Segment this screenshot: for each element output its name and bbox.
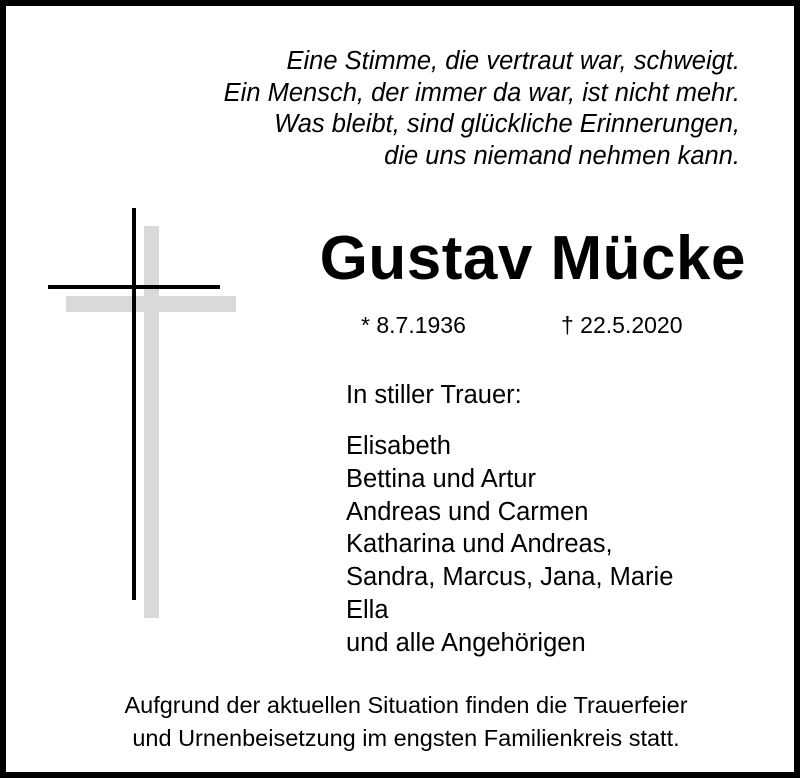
cross-shadow-vertical — [144, 226, 159, 618]
notice-line: und Urnenbeisetzung im engsten Familienkreis statt. — [132, 725, 680, 751]
list-item: Sandra, Marcus, Jana, Marie — [346, 563, 674, 592]
mourning-heading: In stiller Trauer: — [346, 381, 522, 409]
list-item: Ella — [346, 595, 389, 624]
poem — [224, 46, 740, 172]
cross-horizontal-beam — [48, 285, 220, 289]
poem-line: Eine Stimme, die vertraut war, schweigt. — [286, 47, 740, 75]
mourners-list — [346, 430, 673, 660]
notice-line: Aufgrund der aktuellen Situation finden die Trauerfeier — [124, 692, 688, 718]
death-date: † 22.5.2020 — [561, 312, 683, 338]
cross-icon — [42, 202, 246, 626]
cross-shadow-horizontal — [66, 296, 236, 312]
list-item: Andreas und Carmen — [346, 497, 589, 526]
list-item: und alle Angehörigen — [346, 628, 586, 657]
poem-line: die uns niemand nehmen kann. — [384, 141, 740, 170]
deceased-name: Gustav Mücke — [319, 224, 746, 293]
birth-date: * 8.7.1936 — [361, 312, 466, 338]
list-item: Bettina und Artur — [346, 464, 536, 493]
funeral-notice — [6, 689, 800, 755]
poem-line: Was bleibt, sind glückliche Erinnerungen, — [274, 110, 740, 138]
list-item: Katharina und Andreas, — [346, 530, 613, 559]
cross-vertical-beam — [132, 208, 136, 600]
list-item: Elisabeth — [346, 432, 451, 460]
poem-line: Ein Mensch, der immer da war, ist nicht mehr. — [223, 78, 740, 107]
